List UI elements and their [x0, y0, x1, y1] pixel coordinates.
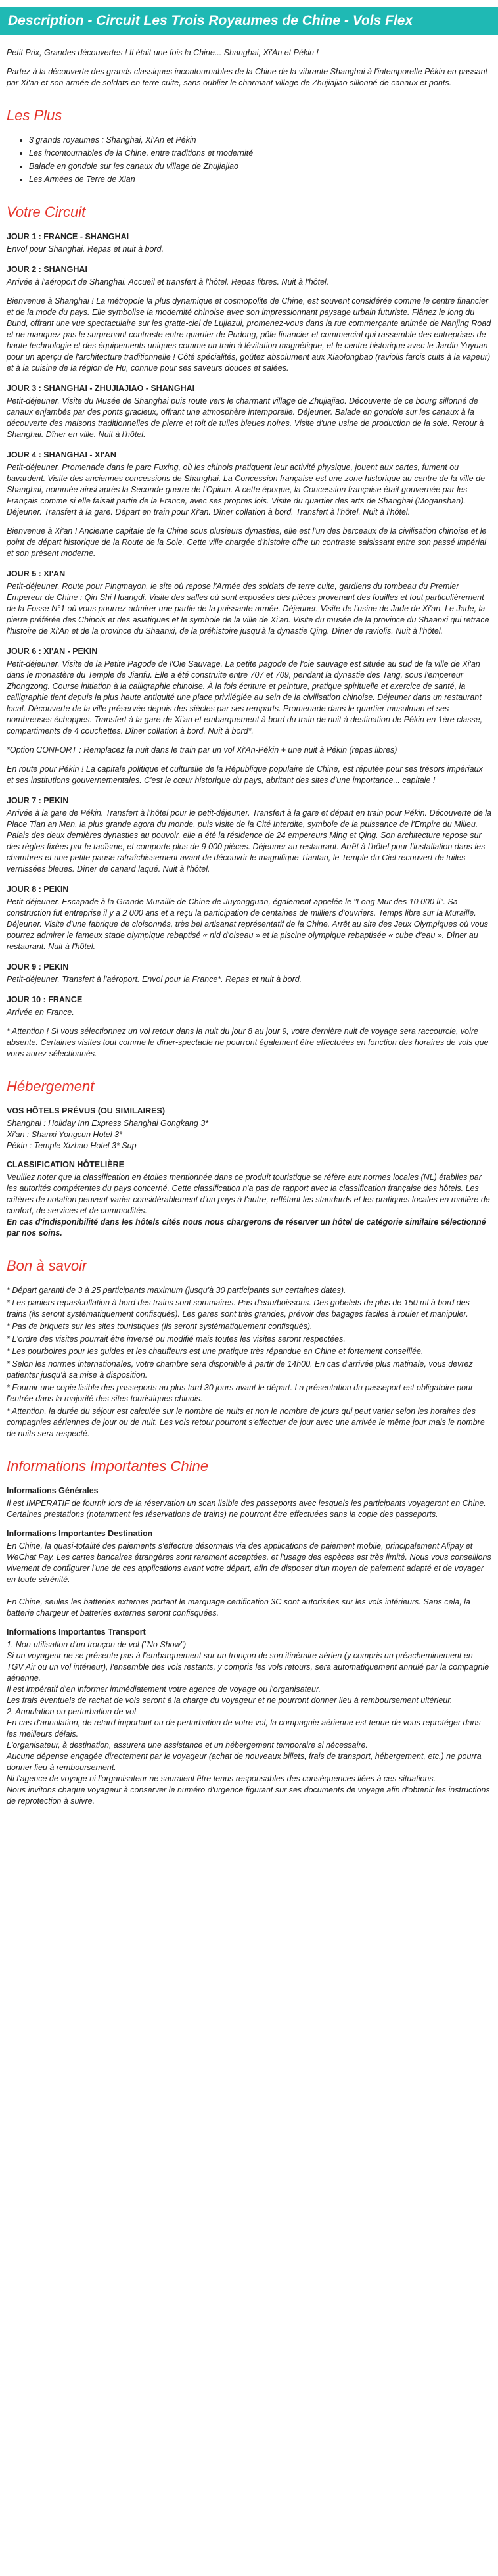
day-title: JOUR 2 : SHANGHAI: [7, 265, 87, 274]
info-block-body: 1. Non-utilisation d'un tronçon de vol ("No Show") Si un voyageur ne se présente pas à l'embarquement sur un tronçon de son itinéraire aérien (y compris un préacheminement en TGV Air ou un vol intérieur), l'ensemble des vols restants, y compris les vols retours, sera automatiquement annulé par la compagnie aérienne. Il est impératif d'en informer immédiatement votre agence de voyage ou l'organisateur. Les frais éventuels de rachat de vols seront à la charge du voyageur et ne pourront donner lieu à remboursement ultérieur. 2. Annulation ou perturbation de vol En cas d'annulation, de retard important ou de perturbation de votre vol, la compagnie aérienne est tenue de vous reprotéger dans les meilleurs délais. L'organisateur, à destination, assurera une assistance et un hébergement temporaire si nécessaire. Aucune dépense engagée directement par le voyageur (achat de nouveaux billets, frais de transport, hébergement, etc.) ne pourra donner lieu à remboursement. Ni l'agence de voyage ni l'organisateur ne sauraient être tenus responsables des conséquences liées à ces situations. Nous invitons chaque voyageur à conserver le numéro d'urgence figurant sur ses documents de voyage afin d'obtenir les instructions de reprotection à suivre.: [7, 1640, 490, 1806]
day-title: JOUR 6 : XI'AN - PEKIN: [7, 647, 98, 656]
day-body: Petit-déjeuner. Transfert à l'aéroport. Envol pour la France*. Repas et nuit à bord.: [7, 975, 302, 984]
classification-body-2: En cas d'indisponibilité dans les hôtels cités nous nous chargerons de réserver un hôtel de catégorie similaire sélectionné par nos soins.: [7, 1217, 486, 1238]
bon-a-savoir-item: * Départ garanti de 3 à 25 participants maximum (jusqu'à 30 participants sur certaines dates).: [7, 1286, 346, 1295]
day-body: Arrivée à la gare de Pékin. Transfert à l'hôtel pour le petit-déjeuner. Transfert à la gare et départ en train pour Pékin. Découverte de la Place Tian an Men, la plus grande agora du monde, puis visite de la Cité Interdite, symbole de la puissance de l'Empire du Milieu. Palais des deux dernières dynasties au pouvoir, elle a été la résidence de 24 empereurs Ming et Qing. Son architecture repose sur des règles fixées par le taoïsme, et comporte plus de 9 000 pièces. Déjeuner au restaurant. Arrêt à l'hôtel pour l'installation dans les chambres et une petite pause rafraîchissement avant de découvrir le magnifique Tiantan, le Temple du Ciel recouvert de tuiles vernissées bleues. Dîner de canard laqué. Nuit à l'hôtel.: [7, 808, 491, 874]
day-body: Bienvenue à Shanghai ! La métropole la plus dynamique et cosmopolite de Chine, est souvent considérée comme le centre financier et de la mode du pays. Elle symbolise la modernité chinoise avec son impressionnant paysage urbain futuriste. Flânez le long du Bund, offrant une vue spectaculaire sur les gratte-ciel de Lujiazui, promenez-vous dans la rue commerçante animée de Nanjing Road et ne manquez pas le surprenant contraste entre quartier de Pudong, pôle financier et commercial qui rassemble des entreprises de haute technologie et des équipements uniques comme un train à lévitation magnétique, et le centre historique avec le Jardin Yuyuan pour un aperçu de l'architecture traditionnelle ! Côté spécialités, goûtez absolument aux Xiaolongbao (raviolis farcis cuits à la vapeur) et à la cuisine de la région de Hu, connue pour ses saveurs douces et salées.: [7, 296, 491, 373]
les-plus-list: [7, 135, 491, 185]
page-title: Description - Circuit Les Trois Royaumes de Chine - Vols Flex: [0, 7, 498, 35]
day-body: * Attention ! Si vous sélectionnez un vol retour dans la nuit du jour 8 au jour 9, votre dernière nuit de voyage sera raccourcie, voire absente. Certaines visites tout comme le dîner-spectacle ne pourront également être effectuées en fonction des horaires de vols que vous aurez sélectionnés.: [7, 1027, 489, 1058]
day-title: JOUR 7 : PEKIN: [7, 796, 69, 805]
day-body: Arrivée à l'aéroport de Shanghai. Accueil et transfert à l'hôtel. Repas libres. Nuit à l'hôtel.: [7, 277, 329, 287]
day-title: JOUR 10 : FRANCE: [7, 995, 83, 1004]
page: [0, 7, 498, 1807]
section-heading-hebergement: Hébergement: [7, 1078, 95, 1094]
bon-a-savoir-item: * Selon les normes internationales, votre chambre sera disponible à partir de 14h00. En cas d'arrivée plus matinale, vous devrez patienter jusqu'à sa mise à disposition.: [7, 1359, 473, 1380]
day-body: Petit-déjeuner. Escapade à la Grande Muraille de Chine de Juyongguan, également appelée le "Long Mur des 10 000 li". Sa construction fut entreprise il y a 2 000 ans et a reçu la participation de centaines de milliers d'ouvriers. Temps libre sur la Muraille. Déjeuner. Visite d'une fabrique de cloisonnés, très bel artisanat représentatif de la Chine. Arrêt au site des Jeux Olympiques où vous pourrez admirer le fameux stade olympique rebaptisé « nid d'oiseau » et la piscine olympique rebaptisée « cube d'eau ». Dîner au restaurant. Nuit à l'hôtel.: [7, 897, 488, 951]
section-heading-bon-a-savoir: Bon à savoir: [7, 1257, 87, 1274]
section-heading-infos: Informations Importantes Chine: [7, 1458, 208, 1474]
list-item: • Les incontournables de la Chine, entre traditions et modernité: [29, 148, 491, 159]
info-block-title: Informations Importantes Destination: [7, 1529, 153, 1538]
content: [0, 47, 498, 1807]
hotels-subtitle: VOS HÔTELS PRÉVUS (OU SIMILAIRES): [7, 1106, 165, 1115]
bon-a-savoir-list: [7, 1285, 491, 1440]
day-body: Petit-déjeuner. Route pour Pingmayon, le site où repose l'Armée des soldats de terre cuite, gardiens du tombeau du Premier Empereur de Chine : Qin Shi Huangdi. Visite des salles où sont exposées des pièces provenant des fouilles et tout particulièrement de la Fosse N°1 où vous pourrez admirer une partie de la puissante armée. Déjeuner. Visite de l'usine de Jade de Xi'an. Le Jade, la pierre préférée des Chinois et des asiatiques et le symbole de la ville de Xi'an. Visite du musée de la province du Shaanxi qui retrace l'histoire de Xi'An et de la province du Shaanxi, de la préhistoire jusqu'à la dynastie Qing. Dîner de raviolis. Nuit à l'hôtel.: [7, 582, 489, 636]
day-body: Petit-déjeuner. Promenade dans le parc Fuxing, où les chinois pratiquent leur activité physique, jouent aux cartes, fument ou bavardent. Visite des anciennes concessions de Shanghai. La Concession française est une zone historique au centre de la ville de Shanghai, nommée ainsi après la Seconde guerre de l'Opium. A cette époque, la Concession française était gouvernée par les Français comme si elle faisait partie de la France, avec ses propres lois. Visite du quartier des arts de Shanghai (Moganshan). Déjeuner. Transfert à la gare. Départ en train pour Xi'an. Dîner collation à bord. Transfert à l'hôtel. Nuit à l'hôtel.: [7, 463, 486, 517]
day-body: *Option CONFORT : Remplacez la nuit dans le train par un vol Xi'An-Pékin + une nuit à Pékin (repas libres): [7, 745, 397, 755]
list-item: • 3 grands royaumes : Shanghai, Xi'An et Pékin: [29, 135, 491, 146]
day-title: JOUR 1 : FRANCE - SHANGHAI: [7, 232, 129, 241]
bon-a-savoir-item: * Les pourboires pour les guides et les chauffeurs est une pratique très répandue en Chine et fortement conseillée.: [7, 1347, 424, 1356]
hotel-line: Pékin : Temple Xizhao Hotel 3* Sup: [7, 1141, 137, 1150]
bon-a-savoir-item: * L'ordre des visites pourrait être inversé ou modifié mais toutes les visites seront respectées.: [7, 1334, 346, 1344]
hotel-line: Xi'an : Shanxi Yongcun Hotel 3*: [7, 1130, 122, 1139]
info-block-body: Il est IMPERATIF de fournir lors de la réservation un scan lisible des passeports avec lesquels les participants voyageront en Chine. Certaines prestations (notamment les réservations de trains) ne pourront être effectuées sans la copie des passeports.: [7, 1499, 486, 1519]
hotel-line: Shanghai : Holiday Inn Express Shanghai Gongkang 3*: [7, 1119, 209, 1128]
day-title: JOUR 5 : XI'AN: [7, 569, 66, 578]
day-body: En route pour Pékin ! La capitale politique et culturelle de la République populaire de Chine, est réputée pour ses trésors impériaux et ses institutions gouvernementales. C'est le cœur historique du pays, abritant des sites d'une importance... capitale !: [7, 764, 483, 785]
infos-blocks: [7, 1486, 491, 1807]
day-body: Petit-déjeuner. Visite du Musée de Shanghai puis route vers le charmant village de Zhujiajiao. Découverte de ce bourg sillonné de canaux enjambés par des ponts gracieux, offrant une atmosphère intemporelle. Déjeuner. Balade en gondole sur les canaux à la découverte des maisons traditionnelles de pierre et toit de tuiles bleues noires. Visite d'une usine de production de la soie. Retour à Shanghai. Dîner en ville. Nuit à l'hôtel.: [7, 396, 484, 439]
day-body: Arrivée en France.: [7, 1008, 74, 1017]
day-title: JOUR 8 : PEKIN: [7, 885, 69, 894]
day-title: JOUR 3 : SHANGHAI - ZHUJIAJIAO - SHANGHAI: [7, 384, 195, 393]
bon-a-savoir-item: * Fournir une copie lisible des passeports au plus tard 30 jours avant le départ. La présentation du passeport est obligatoire pour l'entrée dans la majorité des sites touristiques chinois.: [7, 1383, 474, 1403]
intro-paragraph: Petit Prix, Grandes découvertes ! Il était une fois la Chine... Shanghai, Xi'An et Pékin !: [7, 48, 319, 57]
list-item: • Balade en gondole sur les canaux du village de Zhujiajiao: [29, 161, 491, 172]
classification-title: CLASSIFICATION HÔTELIÈRE: [7, 1160, 124, 1169]
bon-a-savoir-item: * Pas de briquets sur les sites touristiques (ils seront systématiquement confisqués).: [7, 1322, 313, 1331]
list-item: • Les Armées de Terre de Xian: [29, 174, 491, 185]
circuit-days: [7, 231, 491, 1060]
bon-a-savoir-item: * Les paniers repas/collation à bord des trains sont sommaires. Pas d'eau/boissons. Des gobelets de plus de 150 ml à bord des trains (ils seront systématiquement confisqués). Les gares sont très grandes, prévoir des bagages faciles à rouler et manipuler.: [7, 1298, 470, 1319]
day-body: Bienvenue à Xi'an ! Ancienne capitale de la Chine sous plusieurs dynasties, elle est l'un des berceaux de la civilisation chinoise et le point de départ historique de la Route de la Soie. Cette ville chargée d'histoire offre un contraste saisissant entre son passé impérial et son présent moderne.: [7, 527, 487, 558]
day-body: Petit-déjeuner. Visite de la Petite Pagode de l'Oie Sauvage. La petite pagode de l'oie sauvage est située au sud de la ville de Xi'an dans le monastère du Temple de Jianfu. Elle a été construite entre 707 et 709, pendant la dynastie des Tang, sous l'empereur Zhongzong. Course initiation à la calligraphie chinoise. À la fois écriture et peinture, pratique spirituelle et exercice de santé, la calligraphie tient depuis la plus haute antiquité une place privilégiée au sein de la civilisation chinoise. Déjeuner dans un restaurant local. Découverte de la ville préservée depuis des siècles par ses remparts. Promenade dans le quartier musulman et ses nombreuses échoppes. Transfert à la gare de Xi'an et embarquement à bord du train de nuit à destination de Pékin en 1ère classe, compartiments de 4 couchettes. Dîner collation à bord. Nuit à bord*.: [7, 659, 483, 736]
section-heading-les-plus: Les Plus: [7, 107, 62, 124]
classification-body: Veuillez noter que la classification en étoiles mentionnée dans ce produit touristique se réfère aux normes locales (NL) établies par les autorités compétentes du pays concerné. Cette classification n'a pas de rapport avec la classification française des hôtels. Les critères de notation peuvent varier considérablement d'un pays à l'autre, reflétant les standards et les pratiques locales en matière de confort, de services et de commodités.: [7, 1173, 490, 1215]
section-heading-circuit: Votre Circuit: [7, 204, 86, 220]
intro-paragraph: Partez à la découverte des grands classiques incontournables de la Chine de la vibrante Shanghai à l'intemporelle Pékin en passant par Xi'an et son armée de soldats en terre cuite, sans oublier le charmant village de Zhujiajiao sillonné de canaux et ponts.: [7, 67, 488, 87]
day-title: JOUR 4 : SHANGHAI - XI'AN: [7, 450, 116, 459]
bon-a-savoir-item: * Attention, la durée du séjour est calculée sur le nombre de nuits et non le nombre de jours qui peut varier selon les horaires des compagnies aériennes de jour ou de nuit. Les vols retour pourront s'effectuer de jour avec une arrivée le même jour mais le nombre de nuits sera respecté.: [7, 1407, 485, 1438]
day-body: Envol pour Shanghai. Repas et nuit à bord.: [7, 245, 164, 254]
info-block-body: En Chine, la quasi-totalité des paiements s'effectue désormais via des applications de paiement mobile, principalement Alipay et WeChat Pay. Les cartes bancaires étrangères sont rarement acceptées, et l'usage des espèces est très limité. Nous vous conseillons vivement de configurer l'une de ces applications avant votre départ, afin de disposer d'un moyen de paiement adapté et de voyager en toute sérénité. En Chine, seules les batteries externes portant le marquage certification 3C sont autorisées sur les vols intérieurs. Sans cela, la batterie chargeur et batteries externes seront confisquées.: [7, 1541, 491, 1618]
info-block-title: Informations Importantes Transport: [7, 1628, 146, 1637]
info-block-title: Informations Générales: [7, 1486, 99, 1495]
day-title: JOUR 9 : PEKIN: [7, 962, 69, 972]
